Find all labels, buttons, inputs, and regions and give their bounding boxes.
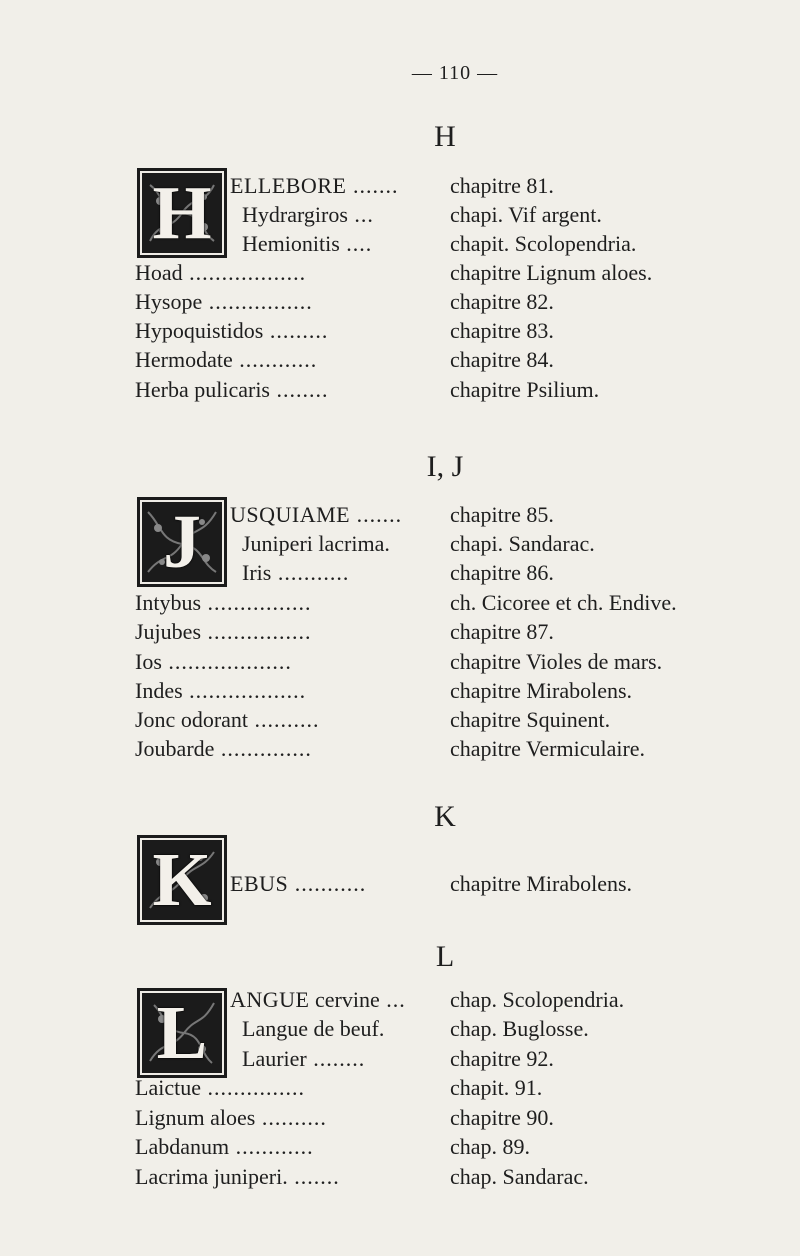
initial-l: L (137, 988, 227, 1078)
entry-term: Hoad .................. (135, 260, 307, 285)
entry-reference: chap. Sandarac. (450, 1164, 589, 1189)
entry-reference: chapit. Scolopendria. (450, 231, 637, 256)
entry-term: Jonc odorant .......... (135, 707, 320, 732)
entry-term: EBUS ........... (230, 871, 367, 896)
entry-term: Herba pulicaris ........ (135, 377, 329, 402)
entry-reference: chap. 89. (450, 1134, 531, 1159)
entry-term: USQUIAME ....... (230, 502, 403, 527)
entry-reference: chapitre Squinent. (450, 707, 611, 732)
entry-term: Joubarde .............. (135, 736, 312, 761)
entry-reference: chapitre 83. (450, 318, 554, 343)
entry-reference: chapitre 86. (450, 560, 554, 585)
entry-term: Jujubes ................ (135, 619, 312, 644)
entry-term: Laurier ........ (242, 1046, 366, 1071)
entry-reference: chapit. 91. (450, 1075, 543, 1100)
section-letter-h: H (434, 120, 456, 153)
entry-term: Labdanum ............ (135, 1134, 314, 1159)
entry-reference: chapitre Vermiculaire. (450, 736, 646, 761)
entry-reference: chapi. Sandarac. (450, 531, 595, 556)
initial-k: K (137, 835, 227, 925)
entry-reference: chapitre Mirabolens. (450, 871, 633, 896)
entry-reference: chapitre Lignum aloes. (450, 260, 653, 285)
entry-reference: chap. Buglosse. (450, 1016, 589, 1041)
entry-term: Hypoquistidos ......... (135, 318, 329, 343)
entry-term: Hydrargiros ... (242, 202, 374, 227)
section-letter-l: L (435, 940, 455, 973)
entry-term: Langue de beuf. (242, 1016, 385, 1041)
entry-reference: chapitre Violes de mars. (450, 649, 663, 674)
entry-term: Lacrima juniperi. ....... (135, 1164, 340, 1189)
entry-term: ANGUE cervine ... (230, 987, 406, 1012)
section-letter-k: K (434, 800, 456, 833)
entry-term: Lignum aloes .......... (135, 1105, 327, 1130)
entry-reference: chapitre 84. (450, 347, 554, 372)
entry-term: Indes .................. (135, 678, 307, 703)
entry-term: Iris ........... (242, 560, 350, 585)
entry-reference: chapitre Psilium. (450, 377, 600, 402)
entry-term: Intybus ................ (135, 590, 312, 615)
entry-term: Juniperi lacrima. (242, 531, 390, 556)
section-letter-ij: I, J (426, 450, 464, 483)
entry-reference: chapitre 85. (450, 502, 554, 527)
entry-reference: chapi. Vif argent. (450, 202, 602, 227)
entry-term: ELLEBORE ....... (230, 173, 399, 198)
entry-reference: chap. Scolopendria. (450, 987, 625, 1012)
entry-reference: chapitre 92. (450, 1046, 554, 1071)
entry-term: Hermodate ............ (135, 347, 318, 372)
entry-reference: chapitre Mirabolens. (450, 678, 633, 703)
entry-term: Hysope ................ (135, 289, 313, 314)
initial-h: H (137, 168, 227, 258)
entry-term: Hemionitis .... (242, 231, 373, 256)
entry-reference: chapitre 87. (450, 619, 554, 644)
entry-term: Ios ................... (135, 649, 292, 674)
initial-j: J (137, 497, 227, 587)
entry-term: Laictue ............... (135, 1075, 305, 1100)
entry-reference: chapitre 90. (450, 1105, 554, 1130)
entry-reference: chapitre 82. (450, 289, 554, 314)
entry-reference: ch. Cicoree et ch. Endive. (450, 590, 677, 615)
entry-reference: chapitre 81. (450, 173, 554, 198)
page-number: — 110 — (411, 62, 499, 84)
